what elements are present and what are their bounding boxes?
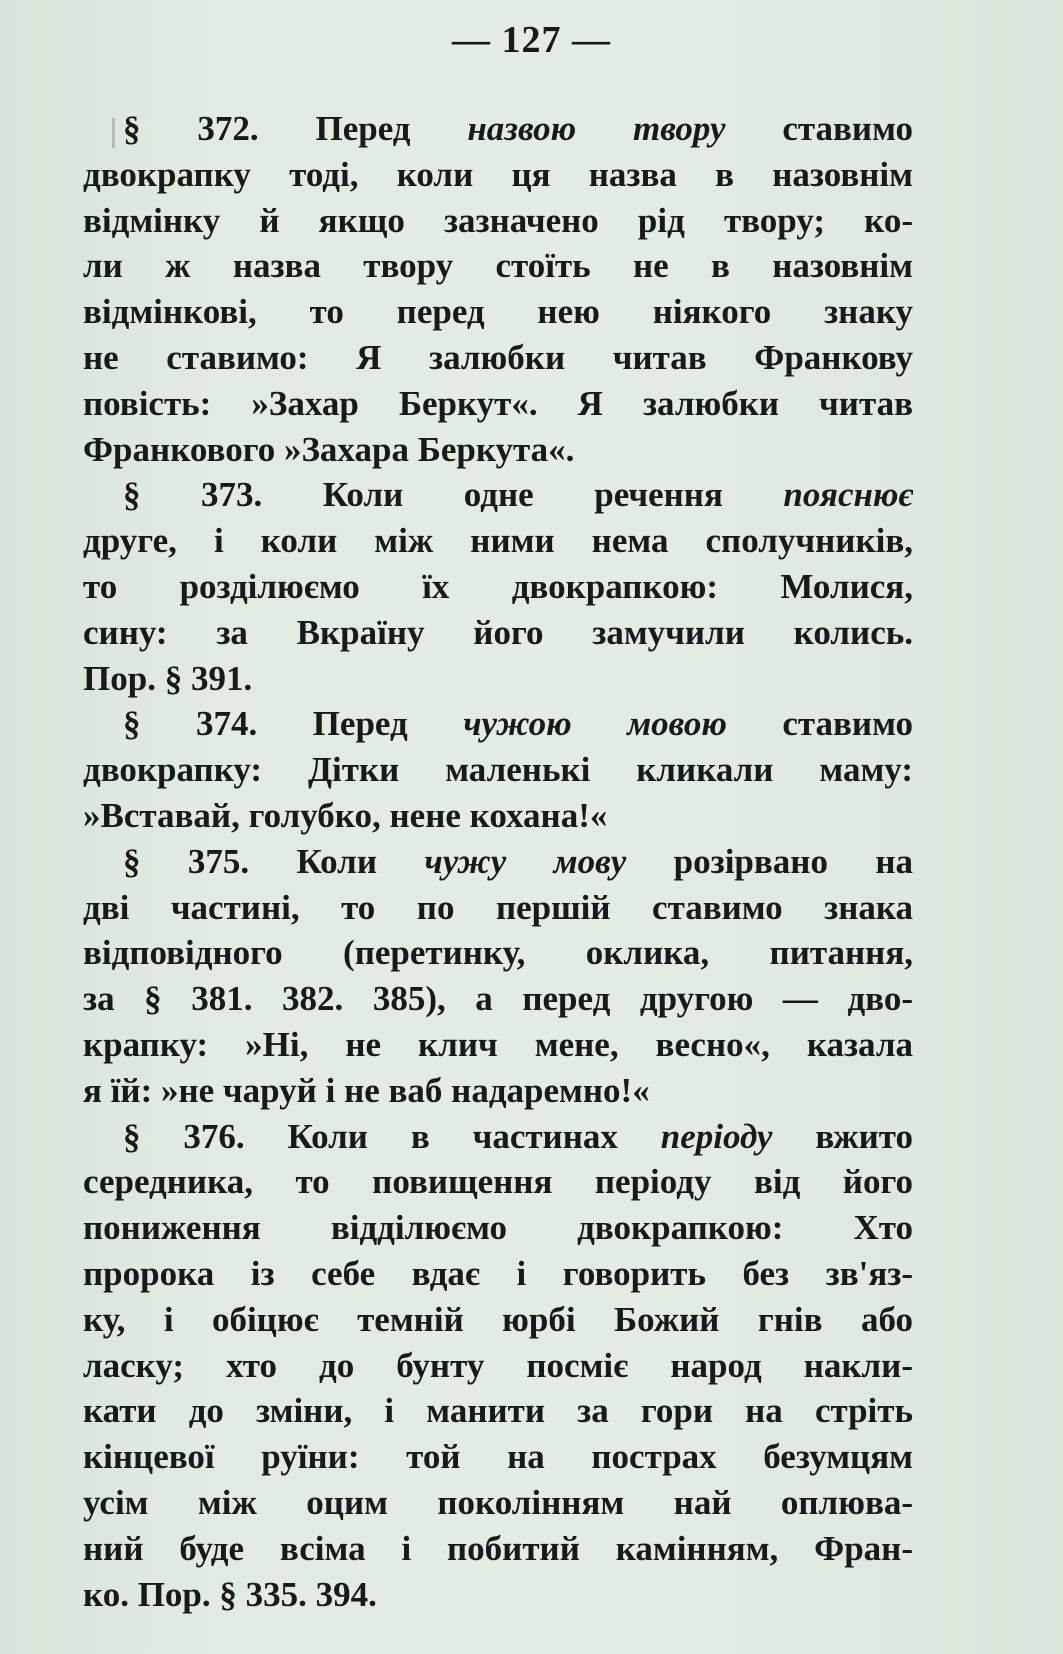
text-segment: розірвано на xyxy=(626,841,913,881)
text-line xyxy=(83,885,913,931)
text-line xyxy=(83,930,913,976)
italic-term: пояснює xyxy=(783,475,913,515)
text-segment: ставимо xyxy=(725,109,913,148)
text-line xyxy=(83,1572,913,1618)
italic-term: чужу мову xyxy=(424,841,627,881)
text-segment: друге, і коли між ними нема сполучників, xyxy=(83,521,913,561)
text-segment: середника, то повищення періоду від його xyxy=(83,1162,913,1202)
italic-term: чужою мовою xyxy=(463,704,727,744)
text-segment: ставимо xyxy=(726,704,913,744)
text-line xyxy=(83,1114,913,1160)
text-segment: дві частині, то по першій ставимо знака xyxy=(83,887,913,927)
text-line xyxy=(83,839,913,885)
text-segment: повість: »Захар Беркут«. Я залюбки читав xyxy=(83,383,913,423)
text-segment: відповідного (перетинку, оклика, питання, xyxy=(83,933,913,973)
text-line xyxy=(83,289,913,335)
text-line xyxy=(83,656,913,702)
page-number: — 127 — xyxy=(452,19,611,61)
text-segment: § 372. Перед xyxy=(123,109,468,148)
text-line xyxy=(83,976,913,1022)
text-segment: за § 381. 382. 385), а перед другою — дво- xyxy=(83,979,913,1019)
text-line xyxy=(83,106,913,152)
text-segment: відмінкові, то перед нею ніякого знаку xyxy=(83,292,913,332)
text-segment: усім між оцим поколінням най оплюва- xyxy=(83,1482,913,1522)
text-segment: вжито xyxy=(772,1116,913,1156)
text-line xyxy=(83,152,913,198)
text-line xyxy=(83,1388,913,1434)
text-segment: кати до зміни, і манити за гори на стріть xyxy=(83,1391,913,1431)
text-segment: § 375. Коли xyxy=(123,841,425,881)
text-line xyxy=(83,1159,913,1205)
text-line xyxy=(83,1434,913,1480)
text-segment: не ставимо: Я залюбки читав Франкову xyxy=(83,337,913,377)
text-line xyxy=(83,701,913,747)
text-segment: двокрапку тоді, коли ця назва в назовнім xyxy=(83,154,913,194)
text-line xyxy=(83,793,913,839)
text-line xyxy=(83,335,913,381)
text-segment: ний буде всіма і побитий камінням, Фран- xyxy=(83,1528,913,1568)
text-line xyxy=(83,1022,913,1068)
text-line xyxy=(83,243,913,289)
text-line xyxy=(83,381,913,427)
page-text xyxy=(83,106,913,1617)
text-segment: ли ж назва твору стоїть не в назовнім xyxy=(83,246,913,286)
text-segment: § 373. Коли одне речення xyxy=(123,475,784,515)
text-line xyxy=(83,427,913,473)
text-line xyxy=(83,1205,913,1251)
text-line xyxy=(83,1480,913,1526)
text-segment: ко. Пор. § 335. 394. xyxy=(83,1574,377,1614)
text-line xyxy=(83,1297,913,1343)
text-segment: Пор. § 391. xyxy=(83,658,253,698)
italic-term: періоду xyxy=(660,1116,773,1156)
text-segment: пророка із себе вдає і говорить без зв'яз- xyxy=(83,1253,913,1293)
text-segment: двокрапку: Дітки маленькі кликали маму: xyxy=(83,750,913,790)
text-line xyxy=(83,610,913,656)
text-line xyxy=(83,1343,913,1389)
text-line xyxy=(83,472,913,518)
text-segment: то розділюємо їх двокрапкою: Молися, xyxy=(83,566,913,606)
text-line xyxy=(83,198,913,244)
text-segment: відмінку й якщо зазначено рід твору; ко- xyxy=(83,200,913,240)
text-segment: пониження відділюємо двокрапкою: Хто xyxy=(83,1208,913,1248)
italic-term: назвою твору xyxy=(467,109,726,148)
text-line xyxy=(83,564,913,610)
text-segment: кінцевої руїни: той на пострах безумцям xyxy=(83,1437,913,1477)
text-segment: я їй: »не чаруй і не ваб надаремно!« xyxy=(83,1070,650,1110)
text-segment: »Вставай, голубко, нене кохана!« xyxy=(83,795,608,835)
text-segment: ласку; хто до бунту посміє народ накли- xyxy=(83,1345,913,1385)
text-line xyxy=(83,1526,913,1572)
text-line xyxy=(83,1251,913,1297)
text-segment: крапку: »Ні, не клич мене, весно«, казала xyxy=(83,1024,913,1064)
text-segment: сину: за Вкраїну його замучили колись. xyxy=(83,612,913,652)
text-segment: ку, і обіцює темній юрбі Божий гнів або xyxy=(83,1299,913,1339)
text-segment: Франкового »Захара Беркута«. xyxy=(83,429,575,469)
text-segment: § 376. Коли в частинах xyxy=(123,1116,661,1156)
text-line xyxy=(83,1068,913,1114)
text-line xyxy=(83,518,913,564)
text-line xyxy=(83,747,913,793)
text-segment: § 374. Перед xyxy=(123,704,464,744)
